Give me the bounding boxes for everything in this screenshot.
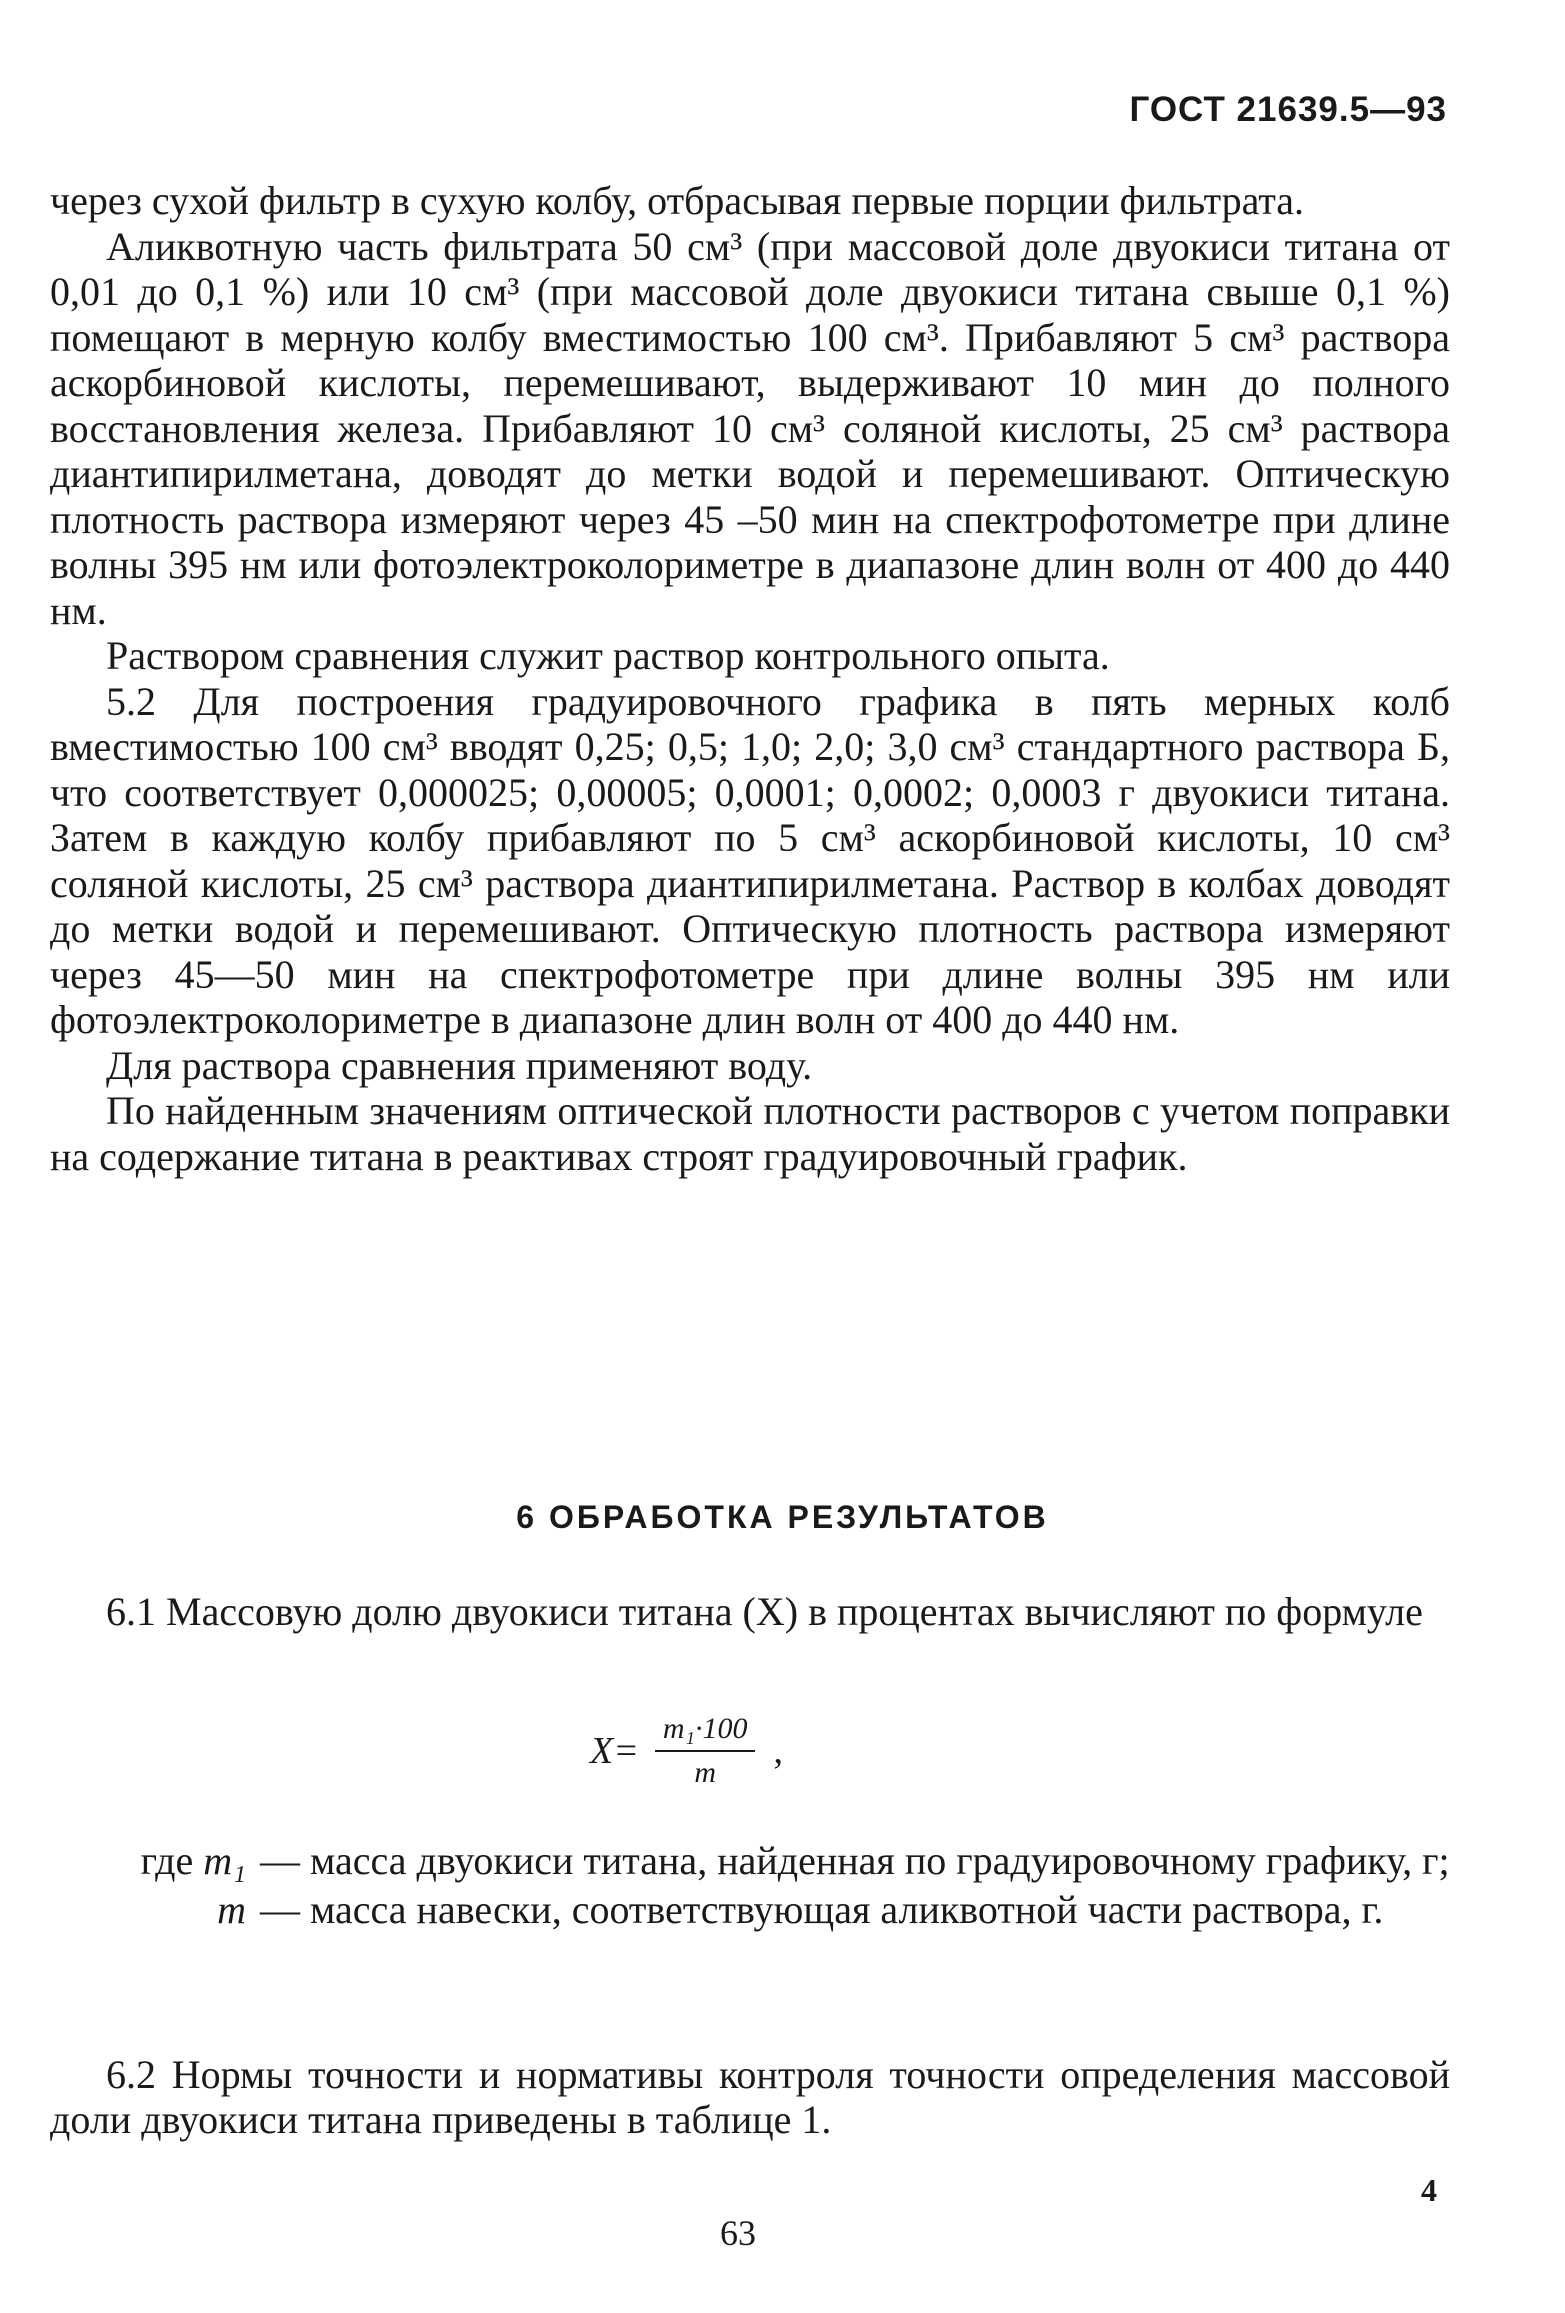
symbol-m: m: [217, 1887, 246, 1932]
paragraph-6-2: [50, 2052, 1450, 2142]
formula-trailing-comma: ,: [773, 1730, 783, 1772]
symbol-m1: m₁: [203, 1838, 246, 1883]
paragraph-reference-water: Для раствора сравнения применяют воду.: [106, 1042, 813, 1088]
formula-fraction: [655, 1712, 756, 1790]
paragraph-6-2-text: 6.2 Нормы точности и нормативы контроля точности определения массовой доли двуокиси титана приведены в таблице 1.: [50, 2052, 1450, 2142]
definition-symbol: [50, 1838, 260, 1883]
definition-text: — масса двуокиси титана, найденная по градуировочному графику, г;: [260, 1838, 1450, 1883]
definition-row: [50, 1838, 1450, 1883]
section-5-body: [50, 178, 1450, 1179]
paragraph-calibration-graph: По найденным значениям оптической плотности растворов с учетом поправки на содержание титана в реактивах строят градуировочный график.: [50, 1088, 1450, 1179]
paragraph-filtration-end: через сухой фильтр в сухую колбу, отбрасывая первые порции фильтрата.: [50, 178, 1305, 223]
definition-row: [50, 1887, 1450, 1932]
paragraph-reference-solution: Раствором сравнения служит раствор контрольного опыта.: [106, 633, 1110, 678]
page-number: 63: [720, 2213, 756, 2253]
paragraph-aliquot-procedure: Аликвотную часть фильтрата 50 см³ (при массовой доле двуокиси титана от 0,01 до 0,1 %) или 10 см³ (при массовой доле двуокиси титана свыше 0,1 %) помещают в мерную колбу вместимостью 100 см³. Прибавляют 5 см³ раствора аскорбиновой кислоты, перемешивают, выдерживают 10 мин до полного восстановления железа. Прибавляют 10 см³ соляной кислоты, 25 см³ раствора диантипирилметана, доводят до метки водой и перемешивают. Оптическую плотность раствора измеряют через 45 –50 мин на спектрофотометре при длине волны 395 нм или фотоэлектроколориметре в диапазоне длин волн от 400 до 440 нм.: [50, 223, 1450, 633]
sheet-number: 4: [1421, 2172, 1437, 2208]
definition-symbol: [50, 1887, 260, 1932]
paragraph-5-2-calibration: 5.2 Для построения градуировочного графика в пять мерных колб вместимостью 100 см³ вводят 0,25; 0,5; 1,0; 2,0; 3,0 см³ стандартного раствора Б, что соответствует 0,000025; 0,00005; 0,0001; 0,0002; 0,0003 г двуокиси титана. Затем в каждую колбу прибавляют по 5 см³ аскорбиновой кислоты, 10 см³ соляной кислоты, 25 см³ раствора диантипирилметана. Раствор в колбах доводят до метки водой и перемешивают. Оптическую плотность раствора измеряют через 45—50 мин на спектрофотометре при длине волны 395 нм или фотоэлектроколориметре в диапазоне длин волн от 400 до 440 нм.: [50, 678, 1450, 1042]
document-code: ГОСТ 21639.5—93: [1129, 90, 1447, 129]
section-6-heading: 6 ОБРАБОТКА РЕЗУЛЬТАТОВ: [516, 1499, 1049, 1535]
formula-denominator: m: [694, 1756, 716, 1789]
definition-text: — масса навески, соответствующая аликвотной части раствора, г.: [260, 1887, 1384, 1932]
formula-mass-fraction: [590, 1712, 783, 1790]
paragraph-6-1: [50, 1588, 1450, 1635]
where-word: где: [140, 1838, 194, 1883]
formula-numerator: m₁·100: [655, 1712, 756, 1752]
formula-definitions: [50, 1838, 1450, 1936]
paragraph-6-1-text: 6.1 Массовую долю двуокиси титана (X) в процентах вычисляют по формуле: [106, 1589, 1423, 1634]
formula-lhs: X=: [590, 1730, 639, 1772]
